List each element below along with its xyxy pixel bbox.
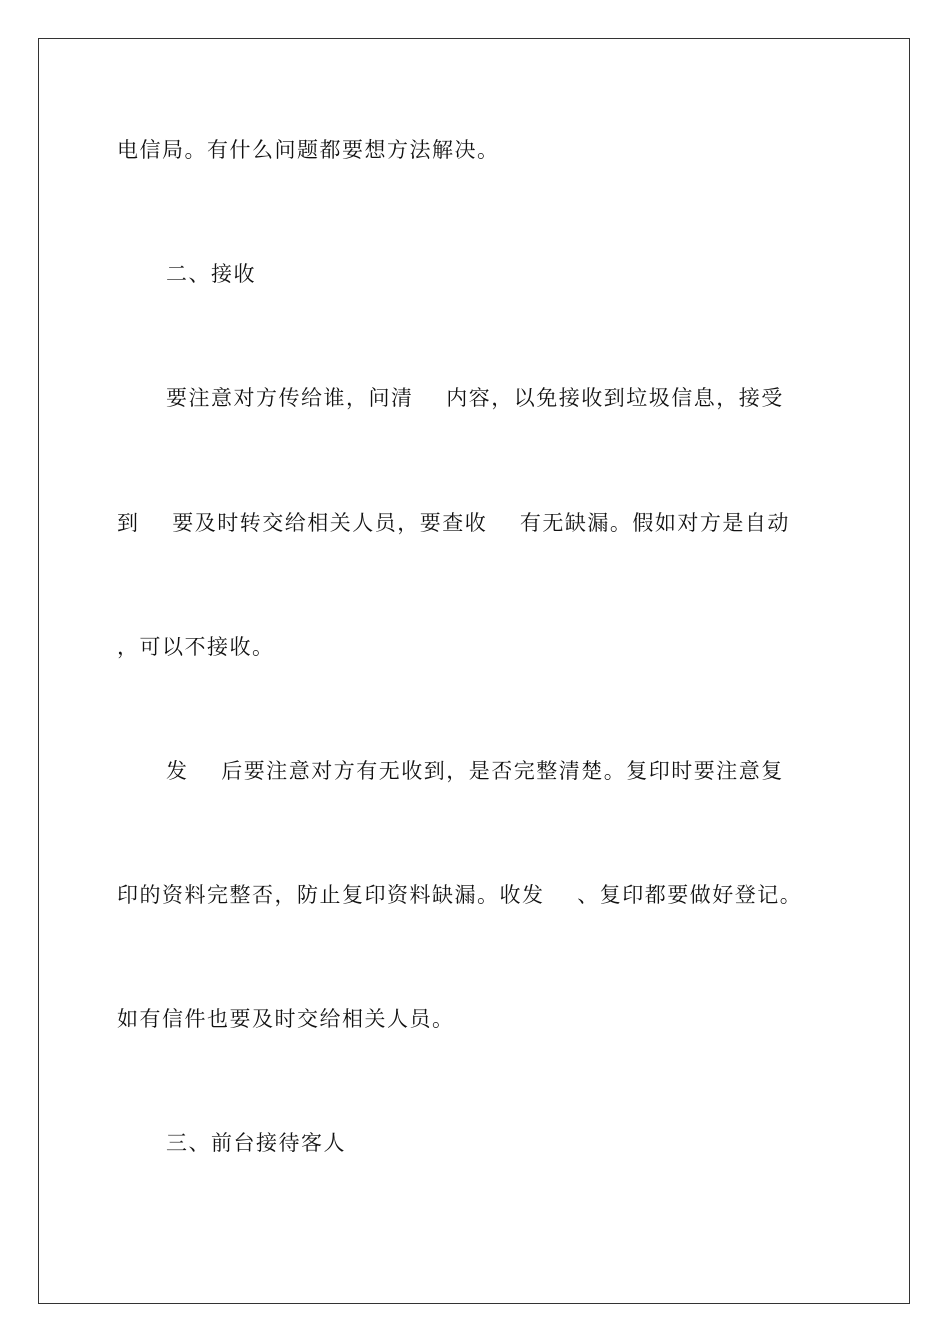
text-line-1: 电信局。有什么问题都要想方法解决。 — [117, 138, 500, 162]
text-line-7: 印的资料完整否，防止复印资料缺漏。收发 、复印都要做好登记。 — [117, 883, 803, 907]
text-line-6: 发 后要注意对方有无收到，是否完整清楚。复印时要注意复 — [166, 759, 784, 783]
section-heading-receive: 二、接收 — [166, 262, 256, 286]
section-heading-reception: 三、前台接待客人 — [166, 1131, 346, 1155]
text-line-3: 要注意对方传给谁，问清 内容，以免接收到垃圾信息，接受 — [166, 386, 784, 410]
text-line-8: 如有信件也要及时交给相关人员。 — [117, 1007, 455, 1031]
page-frame — [38, 38, 910, 1304]
text-line-4: 到 要及时转交给相关人员，要查收 有无缺漏。假如对方是自动 — [117, 511, 790, 535]
text-line-5: ，可以不接收。 — [117, 635, 275, 659]
